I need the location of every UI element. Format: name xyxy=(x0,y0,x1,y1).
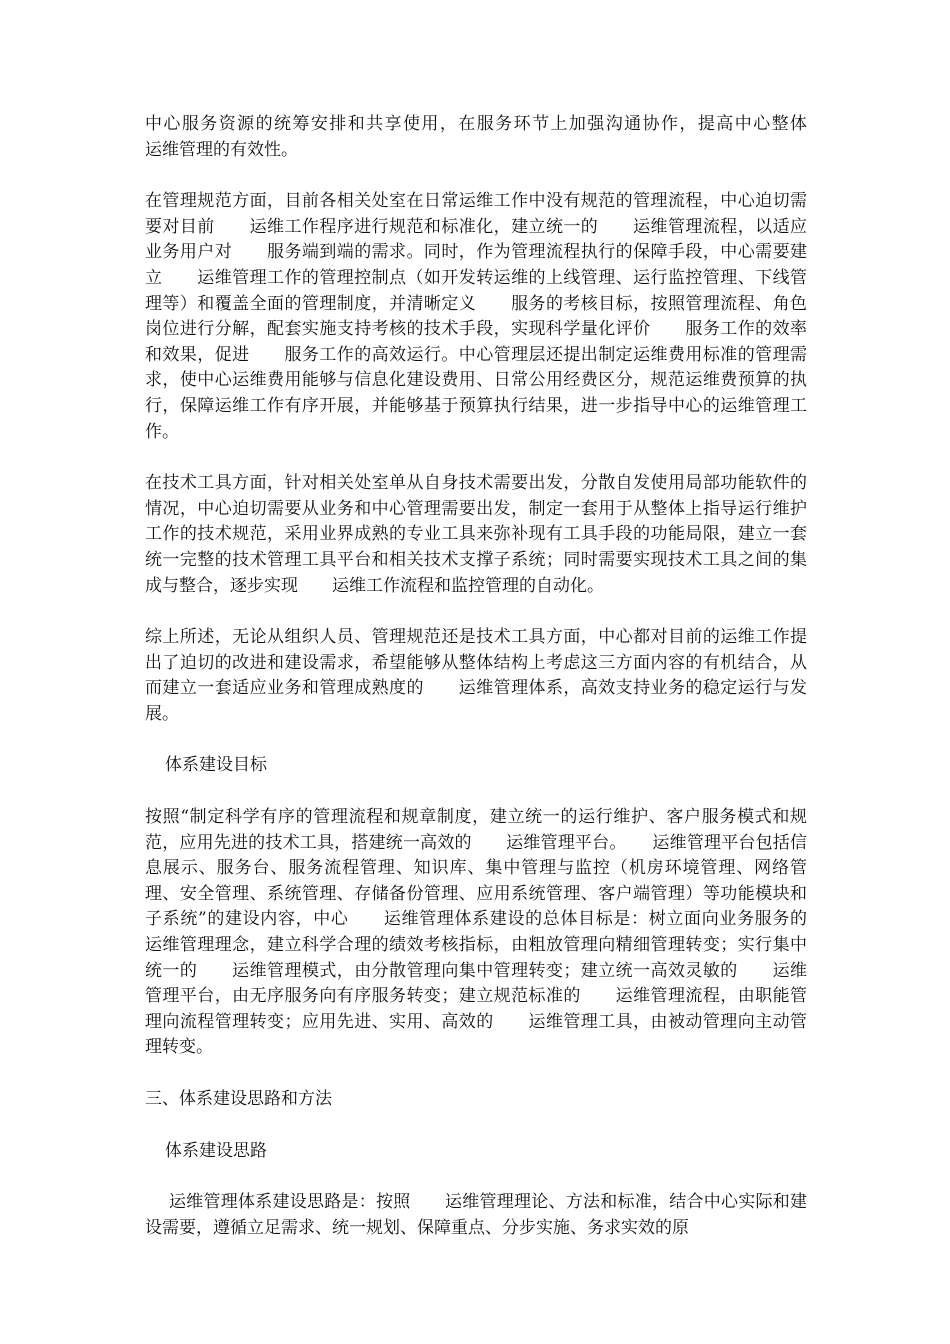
paragraph-system-goals: 按照“制定科学有序的管理流程和规章制度，建立统一的运行维护、客户服务模式和规范，应用先进的技术工具，搭建统一高效的 运维管理平台。 运维管理平台包括信息展示、服务台、服务流程管理、知识库、集中管理与监控（机房环境管理、网络管理、安全管理、系统管理、存储备份管理、应用系统管理、客户端管理）等功能模块和子系统”的建设内容，中心 运维管理体系建设的总体目标是：树立面向业务服务的 运维管理理念，建立科学合理的绩效考核指标，由粗放管理向精细管理转变；实行集中统一的 运维管理模式，由分散管理向集中管理转变；建立统一高效灵敏的 运维管理平台，由无序服务向有序服务转变；建立规范标准的 运维管理流程，由职能管理向流程管理转变；应用先进、实用、高效的 运维管理工具，由被动管理向主动管理转变。 xyxy=(145,807,841,1058)
paragraph-summary: 综上所述，无论从组织人员、管理规范还是技术工具方面，中心都对目前的运维工作提出了迫切的改进和建设需求，希望能够从整体结构上考虑这三方面内容的有机结合，从而建立一套适应业务和管理成熟度的 运维管理体系，高效支持业务的稳定运行与发展。 xyxy=(145,627,807,724)
paragraph-technical-tools: 在技术工具方面，针对相关处室单从自身技术需要出发，分散自发使用局部功能软件的情况，中心迫切需要从业务和中心管理需要出发，制定一套用于从整体上指导运行维护工作的技术规范，采用业界成熟的专业工具来弥补现有工具手段的功能局限，建立一套统一完整的技术管理工具平台和相关技术支撑子系统；同时需要实现技术工具之间的集成与整合，逐步实现 运维工作流程和监控管理的自动化。 xyxy=(145,473,807,596)
document-page xyxy=(145,112,841,1267)
paragraph-management-standards: 在管理规范方面，目前各相关处室在日常运维工作中没有规范的管理流程，中心迫切需要对目前 运维工作程序进行规范和标准化，建立统一的 运维管理流程，以适应业务用户对 服务端到端的需求。同时，作为管理流程执行的保障手段，中心需要建立 运维管理工作的管理控制点（如开发转运维的上线管理、运行监控管理、下线管理等）和覆盖全面的管理制度，并清晰定义 服务的考核目标，按照管理流程、角色岗位进行分解，配套实施支持考核的技术手段，实现科学量化评价 服务工作的效率和效果，促进 服务工作的高效运行。中心管理层还提出制定运维费用标准的管理需求，使中心运维费用能够与信息化建设费用、日常公用经费区分，规范运维费预算的执行，保障运维工作有序开展，并能够基于预算执行结果，进一步指导中心的运维管理工作。 xyxy=(145,191,807,442)
heading-system-approach: 体系建设思路 xyxy=(165,1140,267,1161)
paragraph-resource-coordination: 中心服务资源的统筹安排和共享使用，在服务环节上加强沟通协作，提高中心整体 运维管理的有效性。 xyxy=(145,114,841,160)
heading-section-three: 三、体系建设思路和方法 xyxy=(145,1089,332,1109)
heading-system-goals: 体系建设目标 xyxy=(165,755,267,776)
paragraph-system-approach: 运维管理体系建设思路是：按照 运维管理理论、方法和标准，结合中心实际和建设需要，遵循立足需求、统一规划、保障重点、分步实施、务求实效的原 xyxy=(145,1192,807,1238)
